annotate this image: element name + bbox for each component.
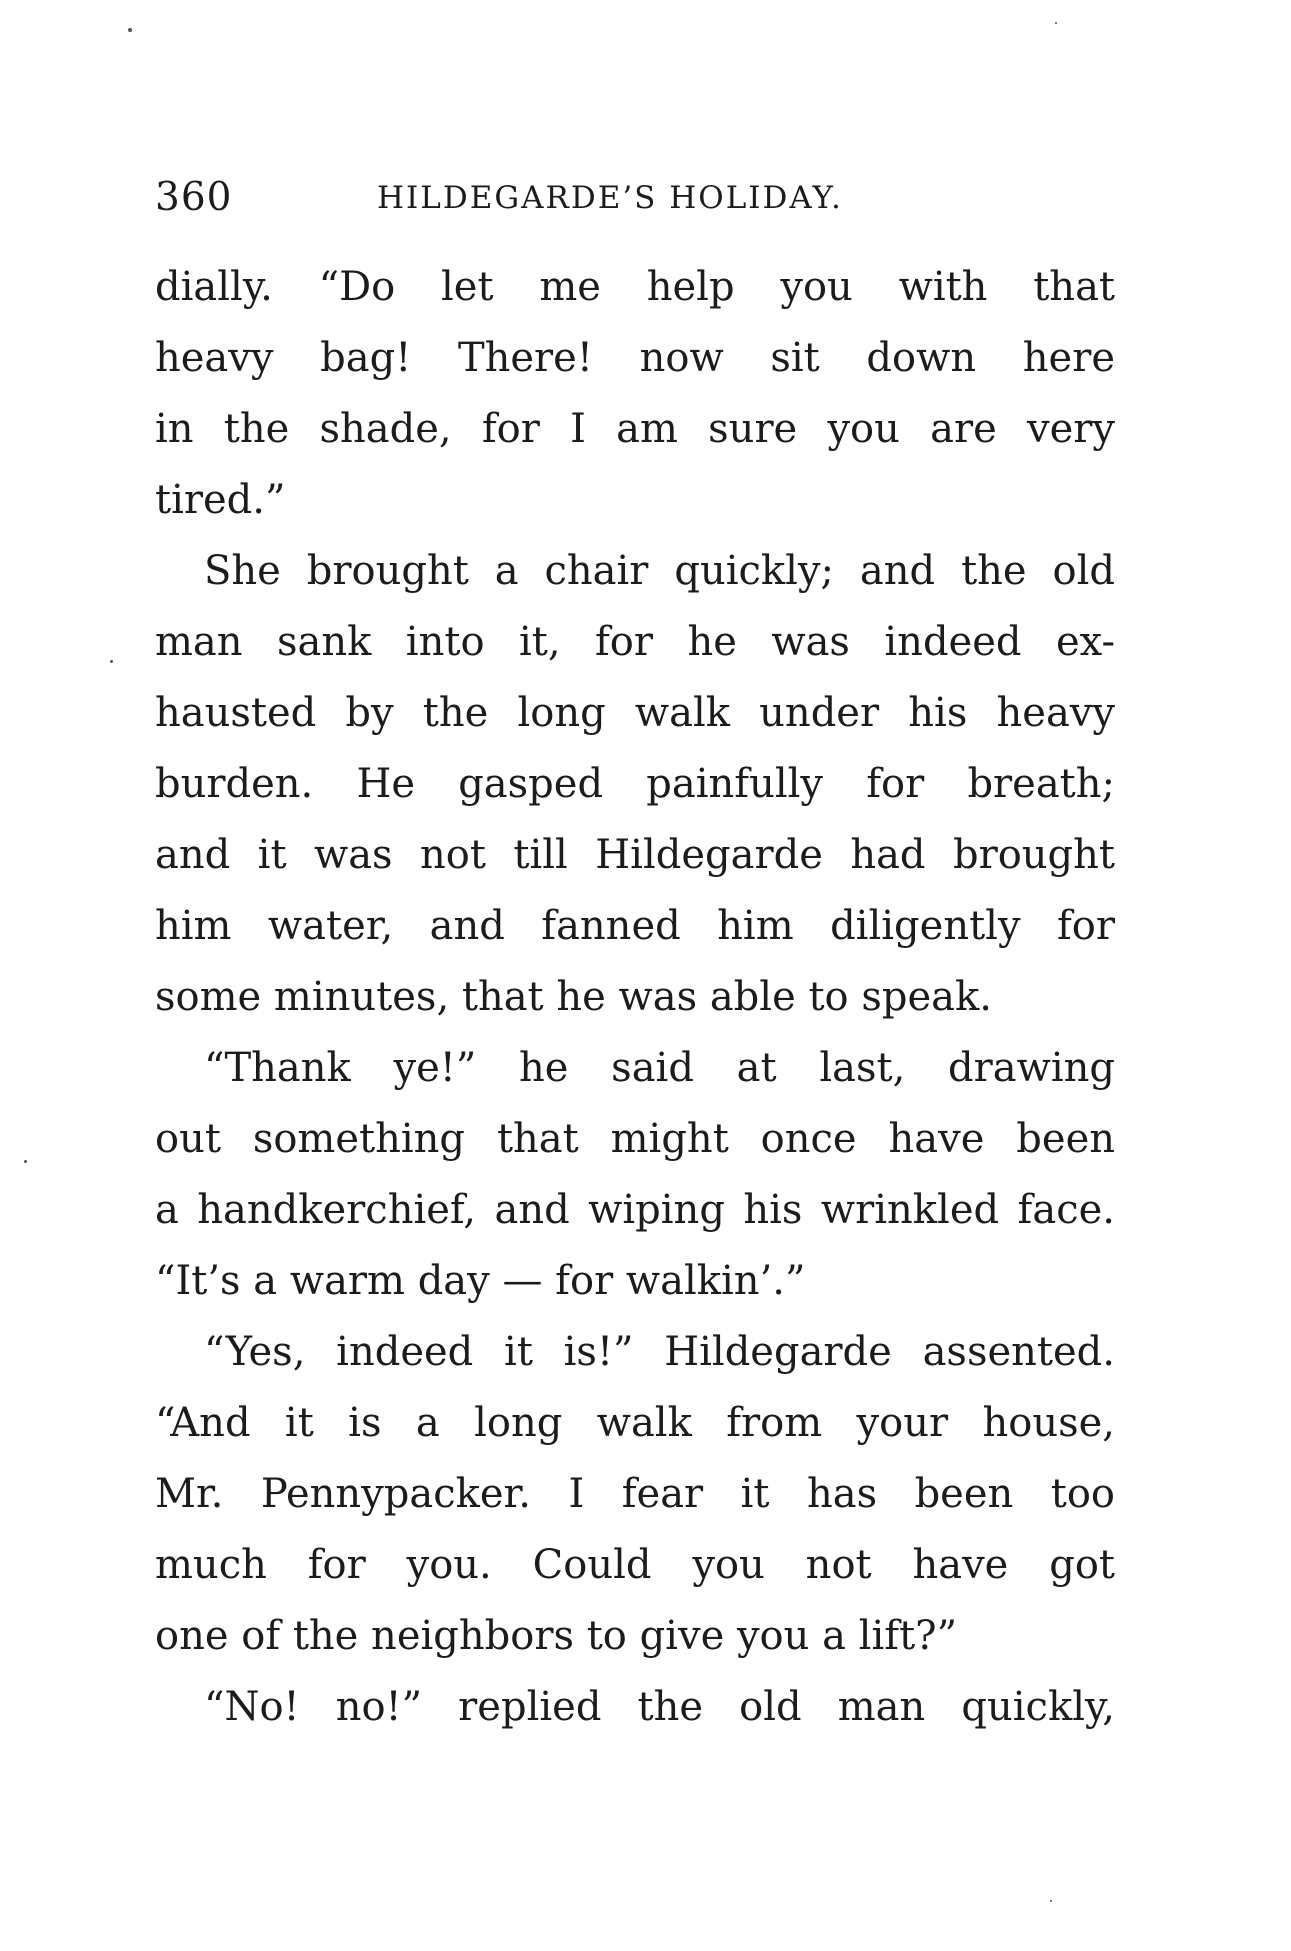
- scan-speck: [1050, 1900, 1052, 1902]
- text-line: “And it is a long walk from your house,: [155, 1400, 1115, 1446]
- text-line: and it was not till Hildegarde had brought: [155, 832, 1115, 878]
- running-title: HILDEGARDE’S HOLIDAY.: [377, 180, 843, 216]
- scan-speck: [110, 660, 113, 663]
- text-line: some minutes, that he was able to speak.: [155, 974, 992, 1020]
- text-line: Mr. Pennypacker. I fear it has been too: [155, 1471, 1115, 1517]
- scan-speck: [1055, 22, 1057, 24]
- text-line: dially. “Do let me help you with that: [155, 264, 1115, 310]
- text-line: in the shade, for I am sure you are very: [155, 406, 1115, 452]
- text-line: “Thank ye!” he said at last, drawing: [204, 1045, 1115, 1091]
- body-text: [155, 252, 1115, 1743]
- text-line: “No! no!” replied the old man quickly,: [204, 1684, 1115, 1730]
- text-line: “It’s a warm day — for walkin’.”: [155, 1258, 806, 1304]
- text-line: burden. He gasped painfully for breath;: [155, 761, 1115, 807]
- text-line: tired.”: [155, 477, 286, 523]
- text-line: much for you. Could you not have got: [155, 1542, 1115, 1588]
- text-line: man sank into it, for he was indeed ex-: [155, 619, 1115, 665]
- text-line: “Yes, indeed it is!” Hildegarde assented.: [204, 1329, 1115, 1375]
- text-line: She brought a chair quickly; and the old: [204, 548, 1115, 594]
- text-line: him water, and fanned him diligently for: [155, 903, 1115, 949]
- text-line: heavy bag! There! now sit down here: [155, 335, 1115, 381]
- text-line: a handkerchief, and wiping his wrinkled face.: [155, 1187, 1115, 1233]
- scan-speck: [24, 1160, 27, 1163]
- running-head: [155, 175, 1115, 225]
- text-line: hausted by the long walk under his heavy: [155, 690, 1115, 736]
- page-number: 360: [155, 175, 233, 220]
- text-line: out something that might once have been: [155, 1116, 1115, 1162]
- text-line: one of the neighbors to give you a lift?”: [155, 1613, 958, 1659]
- scan-speck: [128, 28, 132, 32]
